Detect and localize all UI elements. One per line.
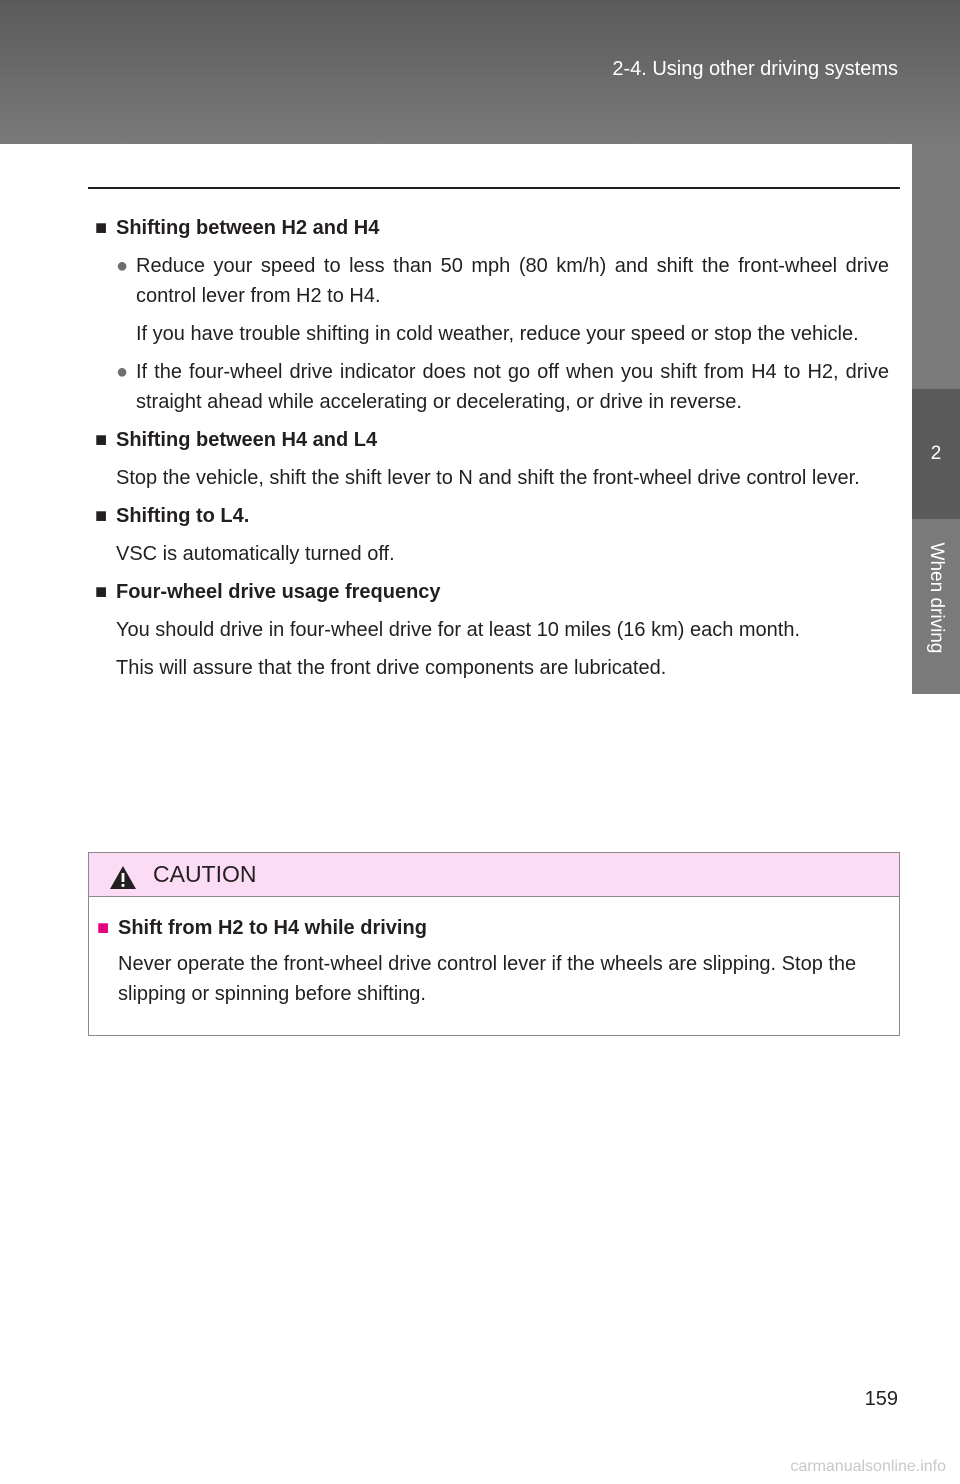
square-bullet-icon: ■ [95,505,108,527]
bullet-note: If you have trouble shifting in cold weather, reduce your speed or stop the vehicle. [136,323,859,345]
main-content [95,213,889,691]
caution-header [89,853,899,897]
section-heading: ■ Four-wheel drive usage frequency [95,577,889,607]
section-heading: ■ Shifting between H4 and L4 [95,425,889,455]
header-band [0,0,960,144]
caution-body [89,897,899,1009]
caution-box [88,852,900,1036]
section-title: 2-4. Using other driving systems [612,58,898,80]
paragraph: Stop the vehicle, shift the shift lever to N and shift the front-wheel drive control lever. [116,467,860,489]
section-heading: ■ Shifting to L4. [95,501,889,531]
side-tab-top [912,144,960,389]
square-bullet-icon: ■ [95,429,108,451]
circle-bullet-icon: ● [116,255,129,277]
caution-heading: ■ Shift from H2 to H4 while driving [97,913,899,943]
circle-bullet-icon: ● [116,361,129,383]
section-heading: ■ Shifting between H2 and H4 [95,213,889,243]
square-bullet-icon: ■ [95,217,108,239]
square-bullet-icon: ■ [95,581,108,603]
warning-triangle-icon [109,865,137,890]
chapter-number: 2 [912,389,960,519]
page-number: 159 [864,1388,898,1410]
bullet-item: ● If the four-wheel drive indicator does not go off when you shift from H4 to H2, drive straight ahead while accelerating or decelerating, or drive in reverse. [95,357,889,417]
watermark: carmanualsonline.info [790,1458,946,1475]
chapter-label: When driving [926,542,947,654]
caution-title: CAUTION [153,861,257,887]
paragraph: VSC is automatically turned off. [116,543,395,565]
square-bullet-icon: ■ [97,917,110,939]
top-rule [88,187,900,189]
bullet-item: ● Reduce your speed to less than 50 mph (80 km/h) and shift the front-wheel drive control lever from H2 to H4. [95,251,889,311]
paragraph: You should drive in four-wheel drive for at least 10 miles (16 km) each month. [116,619,801,641]
caution-text: Never operate the front-wheel drive control lever if the wheels are slipping. Stop the slipping or spinning before shifting. [118,953,857,1005]
paragraph: This will assure that the front drive components are lubricated. [116,657,667,679]
